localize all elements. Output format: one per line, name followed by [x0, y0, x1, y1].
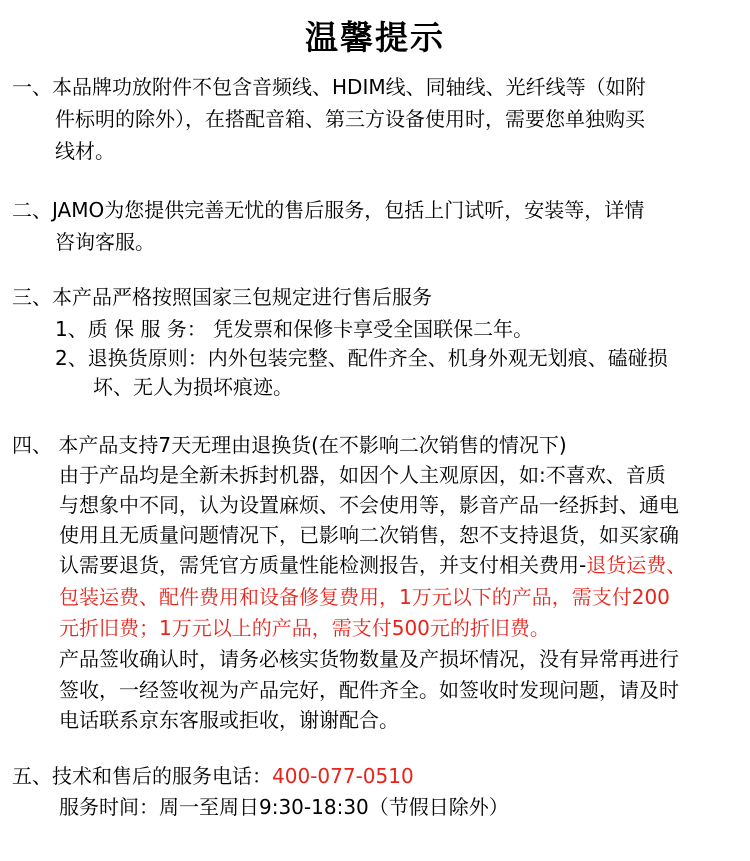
section-1-line-1: 一、本品牌功放附件不包含音频线、HDIM线、同轴线、光纤线等（如附	[12, 75, 646, 99]
section-4-line-3: 使用且无质量问题情况下，已影响二次销售，恕不支持退货，如买家确	[59, 523, 679, 547]
section-2-line-1: 二、JAMO为您提供完善无忧的售后服务，包括上门试听，安装等，详情	[12, 198, 645, 222]
section-2-line-2: 咨询客服。	[55, 230, 155, 254]
section-4-fee-line-2: 元折旧费；1万元以上的产品，需支付500元的折旧费。	[59, 616, 550, 640]
section-5-phone-line	[12, 760, 414, 792]
section-4-line-1: 由于产品均是全新未拆封机器，如因个人主观原因，如:不喜欢、音质	[59, 463, 666, 487]
page-title: 温馨提示	[305, 18, 445, 57]
section-4-line-2: 与想象中不同，认为设置麻烦、不会使用等，影音产品一经拆封、通电	[59, 493, 679, 517]
section-4-fee-line-1: 包装运费、配件费用和设备修复费用，1万元以下的产品，需支付200	[59, 585, 670, 609]
section-1-line-3: 线材。	[55, 139, 115, 163]
section-4-fee-highlight: 退货运费、	[586, 553, 687, 577]
section-3-item-1: 1、质 保 服 务： 凭发票和保修卡享受全国联保二年。	[55, 317, 534, 341]
section-3-item-2-cont: 坏、无人为损坏痕迹。	[93, 375, 293, 399]
section-4-heading: 四、 本产品支持7天无理由退换货(在不影响二次销售的情况下)	[12, 433, 567, 457]
section-5-phone-label: 五、技术和售后的服务电话：	[12, 764, 272, 788]
section-5-service-hours: 服务时间：周一至周日9:30-18:30（节假日除外）	[59, 795, 509, 819]
section-4-line-4	[59, 549, 686, 581]
section-3-heading: 三、本产品严格按照国家三包规定进行售后服务	[12, 285, 432, 309]
section-4-line-5: 产品签收确认时，请务必核实货物数量及产损坏情况，没有异常再进行	[59, 647, 679, 671]
section-4-line-4-text: 认需要退货，需凭官方质量性能检测报告，并支付相关费用-	[59, 553, 587, 577]
section-3-item-2: 2、退换货原则：内外包装完整、配件齐全、机身外观无划痕、磕碰损	[55, 346, 668, 370]
service-phone-number: 400-077-0510	[272, 764, 414, 788]
section-1-line-2: 件标明的除外），在搭配音箱、第三方设备使用时，需要您单独购买	[55, 107, 645, 131]
section-4-line-7: 电话联系京东客服或拒收，谢谢配合。	[59, 708, 399, 732]
section-4-line-6: 签收，一经签收视为产品完好，配件齐全。如签收时发现问题，请及时	[59, 678, 679, 702]
